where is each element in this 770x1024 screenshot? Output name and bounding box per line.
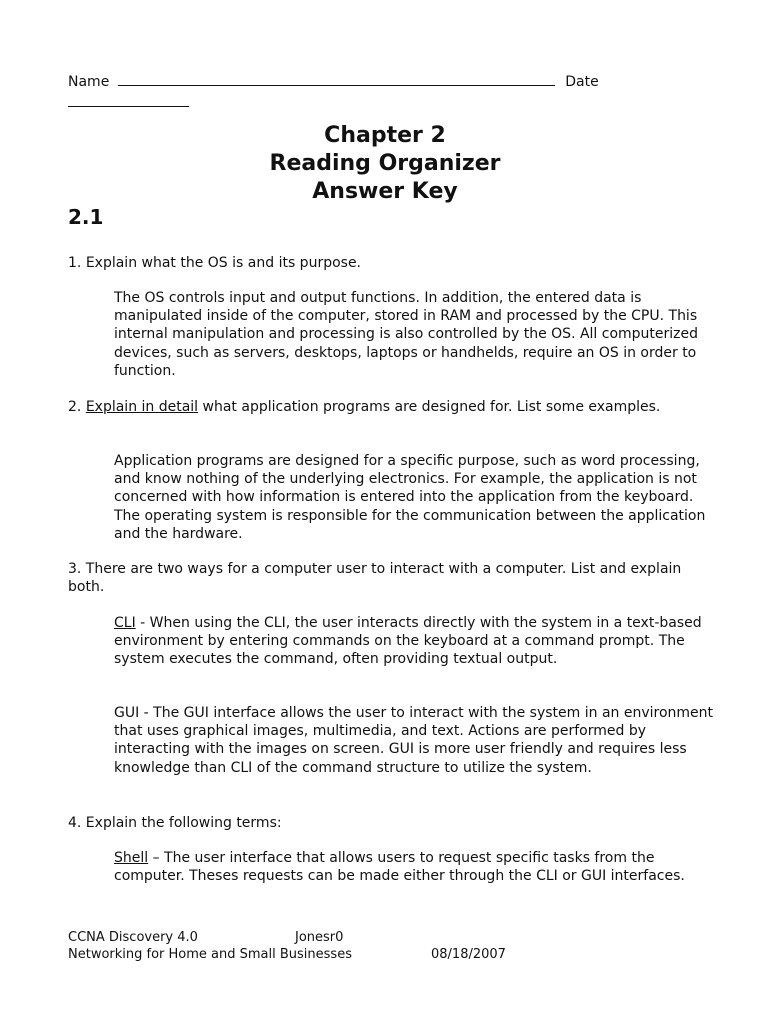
q2-keyword: Explain in detail	[85, 399, 199, 415]
cli-term: CLI	[114, 615, 136, 631]
shell-term: Shell	[114, 850, 149, 866]
section-heading: 2.1	[68, 205, 104, 229]
title-line-1: Chapter 2	[324, 123, 446, 148]
document-title	[0, 122, 770, 206]
name-field-line	[118, 71, 555, 86]
question-4: 4. Explain the following terms:	[68, 815, 282, 831]
footer-line-1	[68, 929, 198, 946]
footer-course: CCNA Discovery 4.0	[68, 930, 198, 945]
footer-author: Jonesr0	[295, 930, 344, 945]
name-date-line	[68, 71, 599, 90]
q2-text: what application programs are designed for. List some examples.	[198, 399, 661, 415]
name-label: Name	[68, 74, 110, 90]
date-label: Date	[565, 74, 599, 90]
answer-3-gui: GUI - The GUI interface allows the user to interact with the system in an environment that uses graphical images, multimedia, and text. Actions are performed by interacting with the images on screen. GUI is more user friendly and requires less knowledge than CLI of the command structure to utilize the system.	[114, 705, 714, 776]
shell-text: – The user interface that allows users to request specific tasks from the computer. Theses requests can be made either through the CLI or GUI interfaces.	[114, 850, 685, 885]
title-line-2: Reading Organizer	[269, 151, 501, 176]
answer-1: The OS controls input and output functions. In addition, the entered data is manipulated inside of the computer, stored in RAM and processed by the CPU. This internal manipulation and processing is also controlled by the OS. All computerized devices, such as servers, desktops, laptops or handhelds, require an OS in order to function.	[114, 290, 699, 379]
footer-date: 08/18/2007	[431, 947, 506, 962]
date-field-line	[68, 92, 189, 107]
footer-subtitle: Networking for Home and Small Businesses	[68, 947, 352, 962]
answer-3-cli	[114, 614, 714, 669]
q1-number: 1.	[68, 255, 86, 271]
question-1	[68, 254, 708, 272]
answer-2: Application programs are designed for a specific purpose, such as word processing, and know nothing of the underlying electronics. For example, the application is not concerned with how information is entered into the application from the keyboard. The operating system is responsible for the communication between the application and the hardware.	[114, 453, 706, 542]
q1-text: what the OS is and its purpose.	[141, 255, 362, 271]
q1-keyword: Explain	[85, 255, 142, 271]
question-3: 3. There are two ways for a computer user to interact with a computer. List and explain both.	[68, 561, 682, 596]
cli-text: - When using the CLI, the user interacts directly with the system in a text-based environment by entering commands on the keyboard at a command prompt. The system executes the command, often providing textual output.	[114, 615, 702, 668]
title-line-3: Answer Key	[312, 179, 458, 204]
q2-number: 2.	[68, 399, 86, 415]
answer-4-shell	[114, 849, 714, 885]
question-2	[68, 398, 708, 416]
date-field-line-wrap	[68, 92, 189, 111]
